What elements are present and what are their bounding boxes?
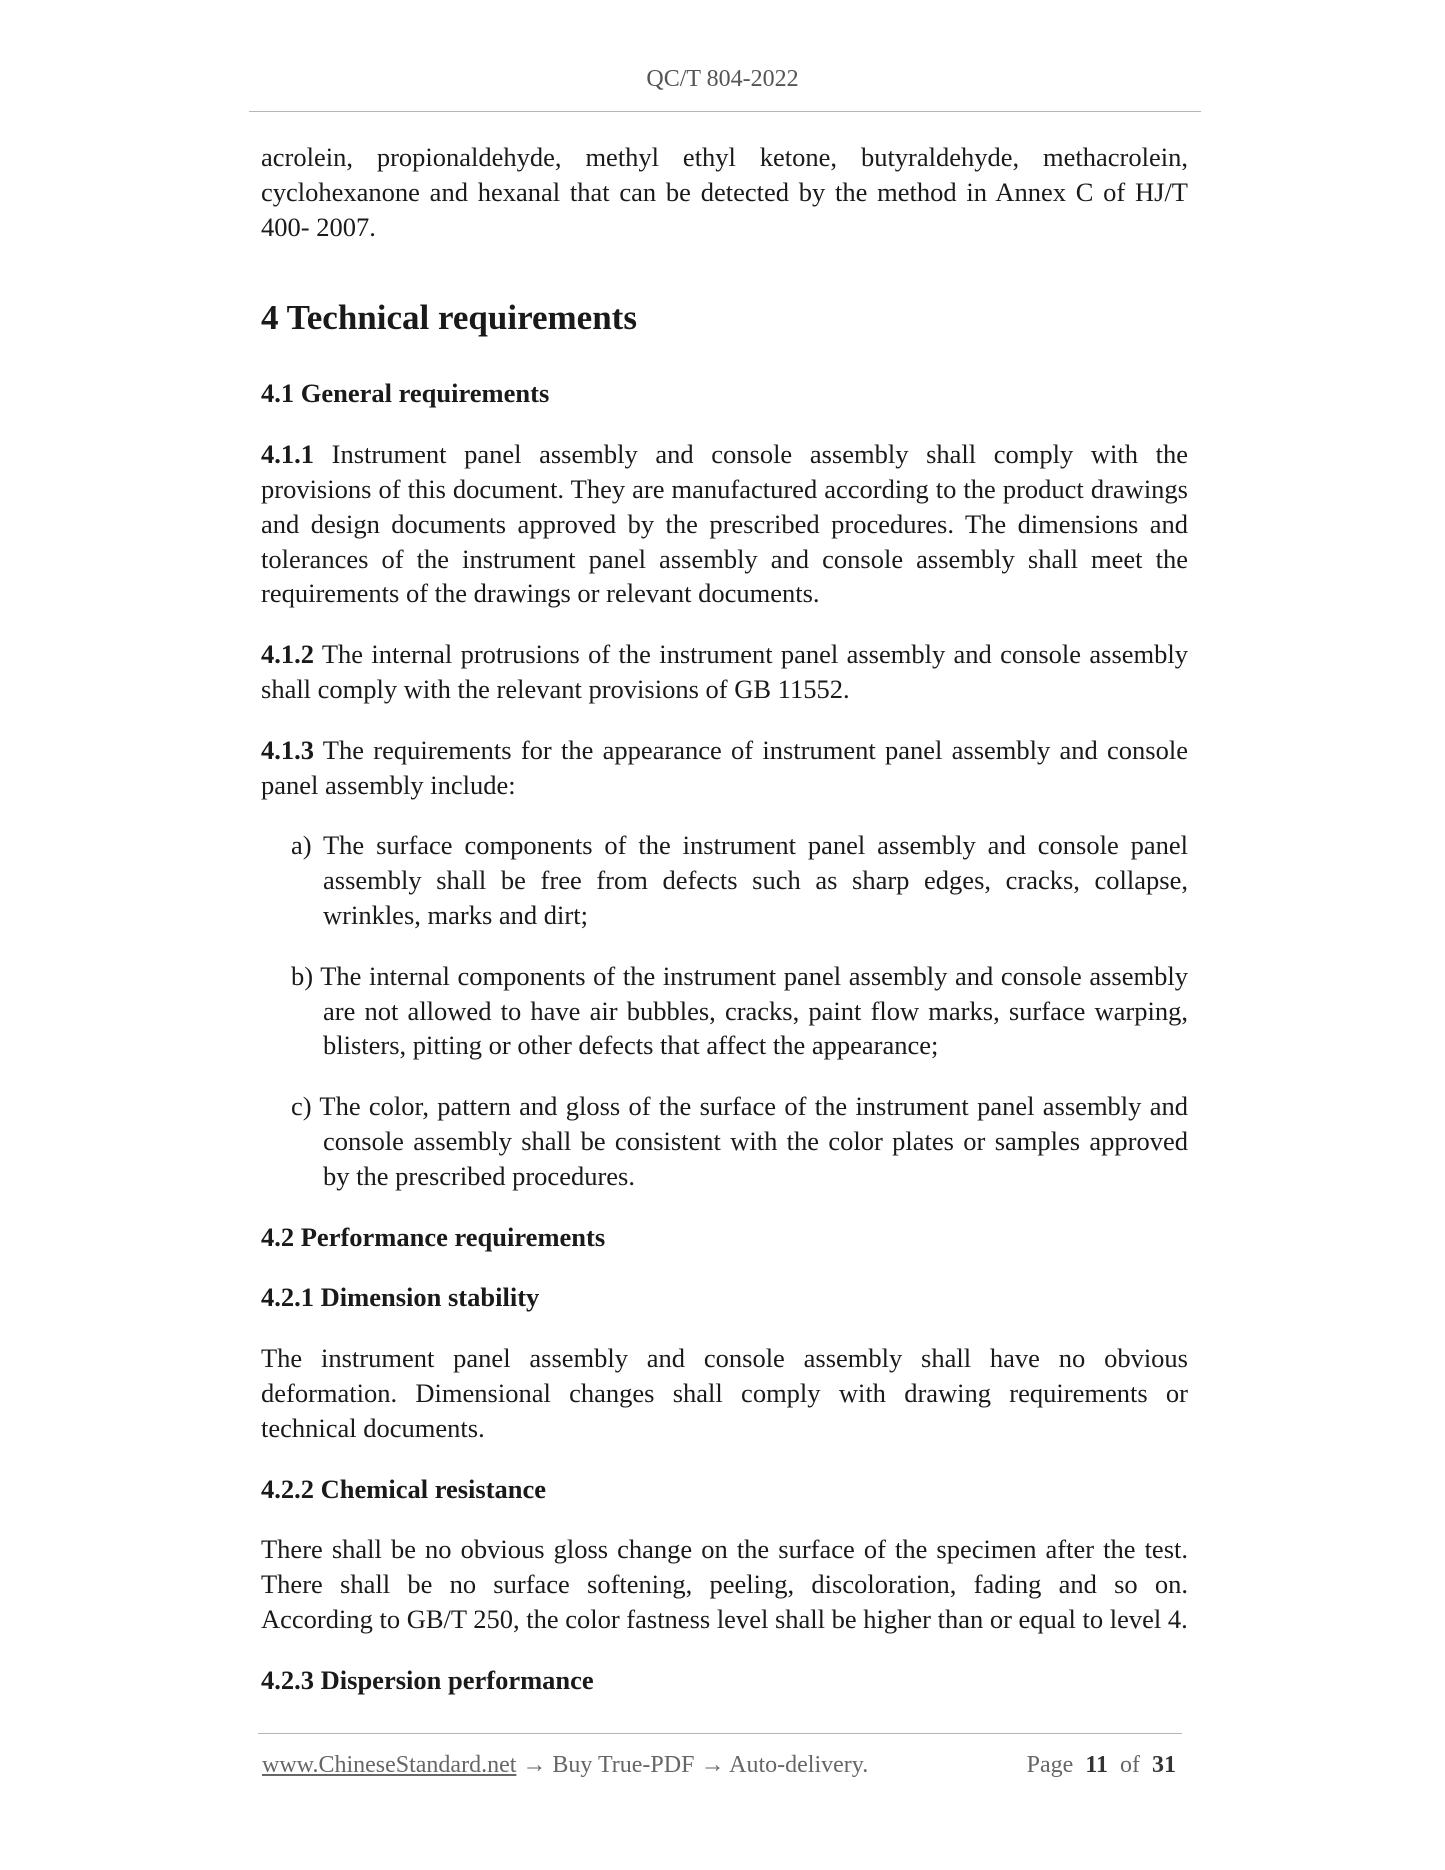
header-divider: [249, 111, 1201, 112]
clause-text: Instrument panel assembly and console assembly shall comply with the provisions of this document. They are manufactured according to the product drawings and design documents approved by the prescribed procedures. The dimensions and tolerances of the instrument panel assembly and console assembly shall meet the requirements of the drawings or relevant documents.: [261, 439, 1188, 609]
page-label: Page: [1026, 1752, 1074, 1778]
section-4-2-2-title: 4.2.2 Chemical resistance: [261, 1473, 547, 1504]
page-number: [1027, 1752, 1176, 1779]
page-total: 31: [1152, 1752, 1176, 1778]
page-current: 11: [1085, 1752, 1108, 1778]
document-code-header: QC/T 804-2022: [646, 66, 799, 92]
clause-number: 4.1.3: [261, 734, 314, 765]
clause-text: The requirements for the appearance of instrument panel assembly and console panel assembly include:: [261, 734, 1188, 800]
clause-4-1-2: [261, 637, 1188, 707]
footer-divider: [258, 1733, 1182, 1734]
arrow-icon: →: [694, 1752, 730, 1778]
intro-paragraph: acrolein, propionaldehyde, methyl ethyl ketone, butyraldehyde, methacrolein, cyclohexanone and hexanal that can be detected by the method in Annex C of HJ/T 400- 2007.: [261, 142, 1188, 242]
clause-4-1-1: [261, 437, 1188, 611]
section-4-2-title: 4.2 Performance requirements: [261, 1221, 606, 1252]
footer-promo: [262, 1752, 868, 1779]
clause-number: 4.1.2: [261, 639, 314, 670]
list-item-b: b) The internal components of the instrument panel assembly and console assembly are not allowed to have air bubbles, cracks, paint flow marks, surface warping, blisters, pitting or other defects that affect the appearance;: [291, 960, 1188, 1061]
section-4-1-title: 4.1 General requirements: [261, 378, 550, 409]
clause-text: The internal protrusions of the instrument panel assembly and console assembly shall comply with the relevant provisions of GB 11552.: [261, 639, 1188, 704]
of-label: of: [1120, 1752, 1140, 1778]
buy-pdf-text: Buy True-PDF: [552, 1752, 695, 1778]
clause-4-2-2-text: There shall be no obvious gloss change on the surface of the specimen after the test. There shall be no surface softening, peeling, discoloration, fading and so on. According to GB/T 250, the color fastness level shall be higher than or equal to level 4.: [261, 1534, 1188, 1634]
section-4-2-3-title: 4.2.3 Dispersion performance: [261, 1664, 594, 1695]
clause-4-2-1-text: The instrument panel assembly and console assembly shall have no obvious deformation. Dimensional changes shall comply with drawing requirements or technical documents.: [261, 1343, 1188, 1443]
section-4-title: 4 Technical requirements: [261, 298, 637, 338]
auto-delivery-text: Auto-delivery.: [729, 1752, 869, 1778]
section-4-2-1-title: 4.2.1 Dimension stability: [261, 1282, 540, 1313]
list-item-c: c) The color, pattern and gloss of the surface of the instrument panel assembly and console assembly shall be consistent with the color plates or samples approved by the prescribed procedures.: [291, 1091, 1188, 1191]
arrow-icon: →: [516, 1752, 553, 1778]
page-content: [261, 140, 1188, 1724]
clause-number: 4.1.1: [261, 439, 314, 470]
list-item-a: a) The surface components of the instrument panel assembly and console panel assembly shall be free from defects such as sharp edges, cracks, collapse, wrinkles, marks and dirt;: [291, 830, 1188, 930]
clause-4-1-3: [261, 733, 1188, 803]
site-link[interactable]: www.ChineseStandard.net: [262, 1752, 517, 1778]
